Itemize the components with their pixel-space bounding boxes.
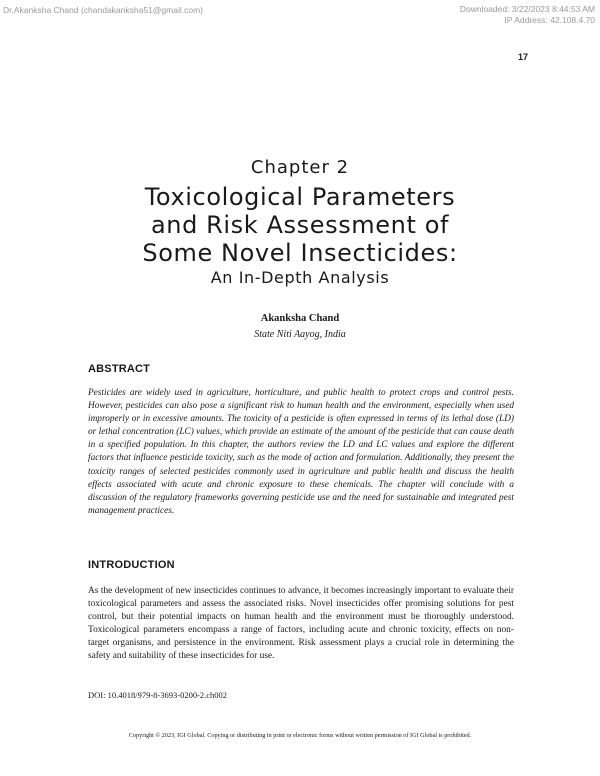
ip-address: IP Address: 42.108.4.70 — [504, 15, 595, 25]
chapter-subtitle: An In-Depth Analysis — [210, 268, 390, 287]
abstract-text: Pesticides are widely used in agriculture, horticulture, and public health to protect crops and control pests. However, pesticides can also pose a significant risk to human health and the environment, especially when used improperly or in excessive amounts. The toxicity of a pesticide is often expressed in terms of its lethal dose (LD) or lethal concentration (LC) values, which provide an estimate of the amount of the pesticide that can cause death in a specified population. In this chapter, the authors review the LD and LC values and explore the different factors that influence pesticide toxicity, such as the mode of action and formulation. Additionally, they present the toxicity ranges of selected pesticides commonly used in agriculture and public health and discuss the health effects associated with acute and chronic exposure to these chemicals. The chapter will conclude with a discussion of the regulatory frameworks governing pesticide use and the need for sustainable and integrated pest management practices. — [88, 388, 514, 516]
copyright-notice: Copyright © 2023, IGI Global. Copying or distributing in print or electronic forms without written permission of IGI Global is prohibited. — [128, 732, 472, 739]
introduction-text: As the development of new insecticides continues to advance, it becomes increasingly important to evaluate their toxicological parameters and assess the associated risks. Novel insecticides offer promising solutions for pest control, but their potential impacts on human health and the environment must be thoroughly understood. Toxicological parameters encompass a range of factors, including acute and chronic toxicity, effects on non-target organisms, and persistence in the environment. Risk assessment plays a crucial role in determining the safety and suitability of these insecticides for use. — [88, 586, 514, 662]
doi: DOI: 10.4018/979-8-3693-0200-2.ch002 — [88, 690, 228, 700]
download-watermark-user: Dr.Akanksha Chand (chandakanksha51@gmail.com) — [3, 5, 203, 15]
download-watermark-info — [460, 4, 595, 26]
download-date: Downloaded: 3/22/2023 8:44:53 AM — [459, 4, 595, 14]
abstract-heading: ABSTRACT — [88, 363, 151, 375]
chapter-title — [0, 183, 600, 267]
introduction-heading: INTRODUCTION — [88, 559, 175, 571]
author-name: Akanksha Chand — [260, 313, 340, 324]
page-number: 17 — [517, 52, 528, 62]
author-affiliation: State Niti Aayog, India — [254, 329, 346, 340]
chapter-title-line: and Risk Assessment of — [150, 211, 450, 239]
chapter-title-line: Toxicological Parameters — [144, 183, 456, 211]
chapter-title-line: Some Novel Insecticides: — [142, 239, 458, 267]
chapter-label: Chapter 2 — [250, 157, 350, 178]
